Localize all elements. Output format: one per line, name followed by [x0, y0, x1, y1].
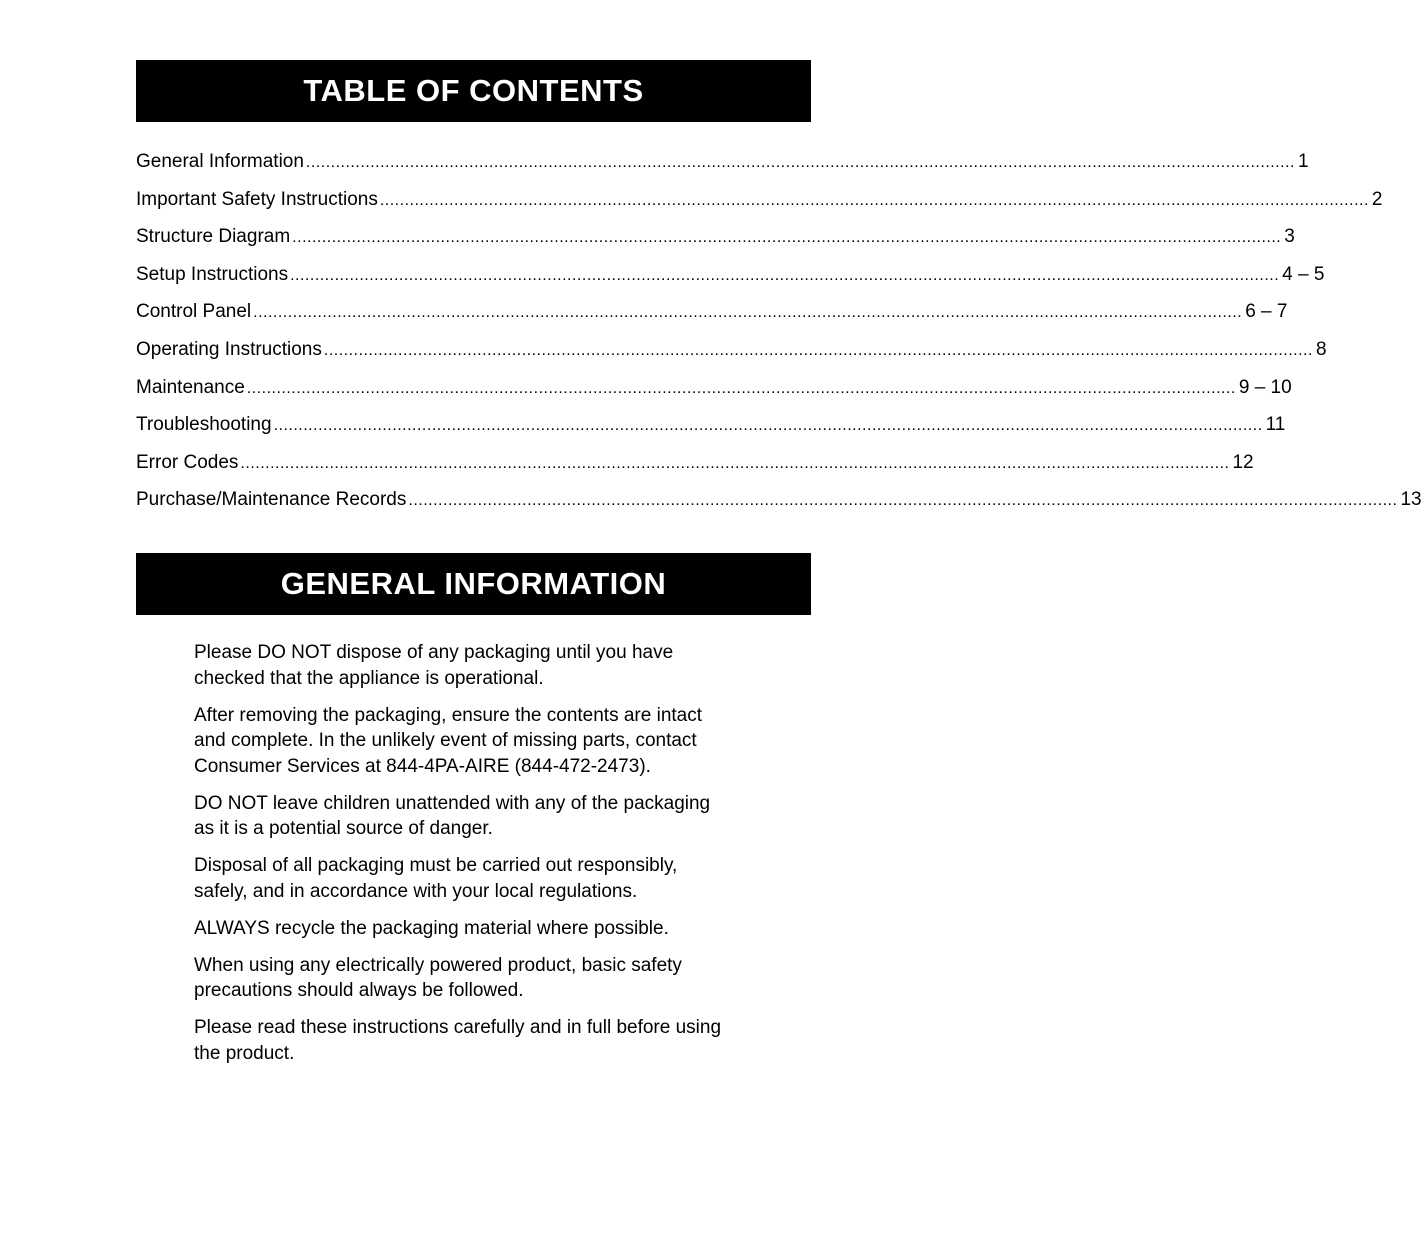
- toc-entry-title: Error Codes: [136, 451, 239, 473]
- toc-entry-title: Troubleshooting: [136, 414, 272, 436]
- toc-entry-purchase-maintenance-records[interactable]: [136, 481, 1422, 519]
- toc-list: [136, 143, 1422, 519]
- toc-entry-title: Setup Instructions: [136, 263, 289, 285]
- toc-dot-leader: ........................................................................................................................................................................................................: [408, 492, 1398, 510]
- toc-entry-maintenance[interactable]: [136, 369, 1292, 407]
- toc-dot-leader: ........................................................................................................................................................................................................: [253, 304, 1243, 322]
- toc-entry-troubleshooting[interactable]: [136, 406, 1286, 444]
- toc-entry-page: 12: [1232, 451, 1254, 473]
- toc-dot-leader: ........................................................................................................................................................................................................: [273, 417, 1263, 435]
- toc-entry-page: 4 – 5: [1282, 263, 1325, 285]
- toc-entry-page: 2: [1371, 188, 1383, 210]
- toc-dot-leader: ........................................................................................................................................................................................................: [379, 191, 1369, 209]
- toc-entry-title: Operating Instructions: [136, 338, 322, 360]
- toc-dot-leader: ........................................................................................................................................................................................................: [240, 454, 1230, 472]
- toc-entry-title: Purchase/Maintenance Records: [136, 489, 407, 511]
- toc-dot-leader: ........................................................................................................................................................................................................: [323, 341, 1313, 359]
- toc-entry-page: 8: [1315, 338, 1327, 360]
- toc-entry-important-safety-instructions[interactable]: [136, 181, 1383, 219]
- toc-entry-page: 1: [1297, 151, 1309, 172]
- toc-entry-page: 9 – 10: [1238, 376, 1292, 398]
- toc-entry-page: 3: [1284, 226, 1295, 248]
- toc-entry-title: General Information: [136, 151, 304, 172]
- toc-entry-page: 6 – 7: [1245, 301, 1288, 323]
- toc-entry-control-panel[interactable]: [136, 293, 1288, 331]
- toc-entry-operating-instructions[interactable]: [136, 331, 1327, 369]
- general-information-heading: GENERAL INFORMATION: [136, 553, 811, 615]
- general-information-paragraph: After removing the packaging, ensure the contents are intact and complete. In the unlikely event of missing parts, contact Consumer Services at 844-4PA-AIRE (844-472-2473).: [194, 704, 703, 777]
- general-information-body: [194, 640, 794, 1078]
- general-information-paragraph: When using any electrically powered product, basic safety precautions should always be followed.: [194, 954, 682, 1001]
- toc-entry-title: Control Panel: [136, 301, 252, 323]
- general-information-paragraph: ALWAYS recycle the packaging material where possible.: [194, 917, 669, 939]
- toc-entry-general-information[interactable]: [136, 143, 1309, 181]
- general-information-paragraph: Please read these instructions carefully and in full before using the product.: [194, 1017, 722, 1064]
- general-information-paragraph: DO NOT leave children unattended with any of the packaging as it is a potential source of danger.: [194, 792, 711, 839]
- toc-entry-page: 13: [1400, 489, 1422, 511]
- toc-entry-title: Important Safety Instructions: [136, 188, 378, 210]
- general-information-paragraph: Disposal of all packaging must be carried out responsibly, safely, and in accordance with your local regulations.: [194, 855, 678, 902]
- toc-heading: TABLE OF CONTENTS: [136, 60, 811, 122]
- toc-entry-error-codes[interactable]: [136, 444, 1254, 482]
- toc-dot-leader: ........................................................................................................................................................................................................: [246, 379, 1236, 397]
- toc-entry-page: 11: [1265, 414, 1286, 436]
- toc-entry-setup-instructions[interactable]: [136, 256, 1325, 294]
- toc-entry-title: Maintenance: [136, 376, 245, 398]
- toc-entry-title: Structure Diagram: [136, 226, 291, 248]
- toc-entry-structure-diagram[interactable]: [136, 218, 1295, 256]
- toc-dot-leader: ........................................................................................................................................................................................................: [290, 266, 1280, 284]
- toc-dot-leader: ........................................................................................................................................................................................................: [292, 229, 1282, 247]
- toc-dot-leader: ........................................................................................................................................................................................................: [305, 154, 1295, 171]
- general-information-paragraph: Please DO NOT dispose of any packaging until you have checked that the appliance is operational.: [194, 642, 674, 689]
